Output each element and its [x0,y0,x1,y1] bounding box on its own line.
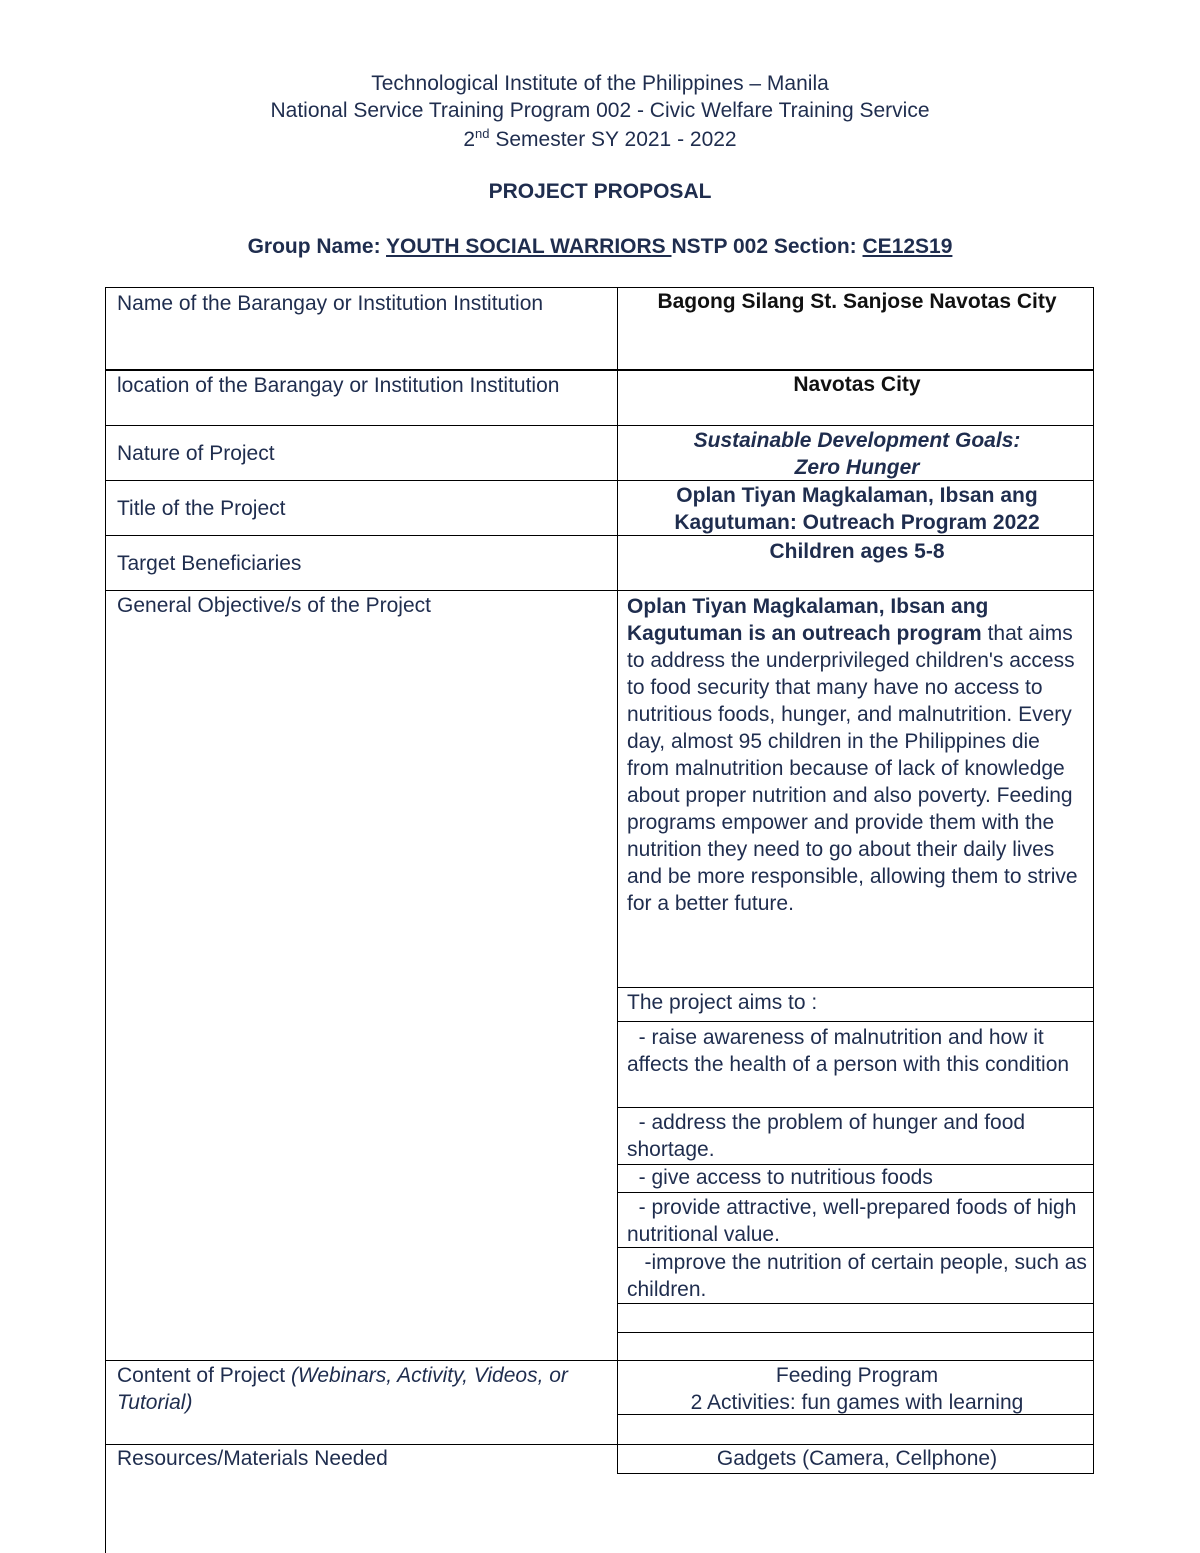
beneficiaries-label: Target Beneficiaries [117,552,302,575]
content-label [117,1362,607,1416]
nature-value [627,427,1087,481]
table-border-left [105,287,106,1553]
barangay-name-value: Bagong Silang St. Sanjose Navotas City [657,290,1057,313]
location-value: Navotas City [793,373,921,396]
aim-item: - provide attractive, well-prepared foods of high nutritional value. [627,1196,1083,1246]
aim-item: - give access to nutritious foods [627,1166,933,1189]
location-label: location of the Barangay or Institution Institution [117,374,560,397]
subrow-line [617,1192,1094,1193]
project-title-value: Oplan Tiyan Magkalaman, Ibsan ang Kagutuman: Outreach Program 2022 [674,484,1040,534]
nature-value-line2: Zero Hunger [794,456,920,479]
group-name-value: YOUTH SOCIAL WARRIORS [386,235,672,258]
row-line [105,1360,1094,1361]
content-value-line2: 2 Activities: fun games with learning [690,1391,1024,1414]
project-title-label: Title of the Project [117,497,286,520]
nature-value-line1: Sustainable Development Goals: [693,429,1021,452]
resources-label: Resources/Materials Needed [117,1447,388,1470]
subrow-line [617,987,1094,988]
row-line [105,590,1094,591]
institution-name: Technological Institute of the Philippines – Manila [371,72,829,95]
aims-intro: The project aims to : [627,991,818,1014]
group-name-label: Group Name: [247,235,387,258]
proposal-table [105,287,1094,1553]
resources-value: Gadgets (Camera, Cellphone) [716,1447,998,1470]
semester-number: 2 [463,128,476,151]
subrow-line [617,1021,1094,1022]
subrow-line [617,1303,1094,1304]
objectives-label: General Objective/s of the Project [117,594,431,617]
page-title: PROJECT PROPOSAL [488,180,712,203]
subrow-line [617,1473,1094,1474]
nature-label: Nature of Project [117,442,275,465]
content-value [627,1362,1087,1416]
table-border-right [1093,287,1094,1474]
subrow-line [617,1332,1094,1333]
objectives-description [627,593,1087,917]
table-divider-center [617,287,618,1474]
barangay-name-label: Name of the Barangay or Institution Institution [117,292,544,315]
semester-suffix: nd [475,126,490,141]
aim-item: - raise awareness of malnutrition and how it affects the health of a person with this condition [627,1026,1070,1076]
subrow-line [617,1107,1094,1108]
program-name: National Service Training Program 002 - Civic Welfare Training Service [270,99,930,122]
content-label-italic: (Webinars, Activity, Videos, or Tutorial) [117,1364,568,1414]
semester-line [0,126,1200,152]
aim-item: - address the problem of hunger and food shortage. [627,1111,1031,1161]
section-value: CE12S19 [862,235,953,258]
aim-item: -improve the nutrition of certain people, such as children. [627,1251,1093,1301]
content-value-line1: Feeding Program [775,1364,939,1387]
section-label: NSTP 002 Section: [671,235,863,258]
semester-text: Semester SY 2021 - 2022 [489,128,737,151]
row-line [105,425,1094,426]
objectives-desc-bold: Oplan Tiyan Magkalaman, Ibsan ang Kagutuman is an outreach program [627,595,989,645]
group-line [0,235,1200,259]
content-label-plain: Content of Project [117,1364,291,1387]
beneficiaries-value: Children ages 5-8 [769,540,945,563]
objectives-desc-rest: that aims to address the underprivileged children's access to food security that many have no access to nutritious foods, hunger, and malnutrition. Every day, almost 95 children in the Philippines die from malnutrition because of lack of knowledge about proper nutrition and also poverty. Feeding programs empower and provide them with the nutrition they need to go about their daily lives and be more responsible, allowing them to strive for a better future. [627,622,1078,915]
